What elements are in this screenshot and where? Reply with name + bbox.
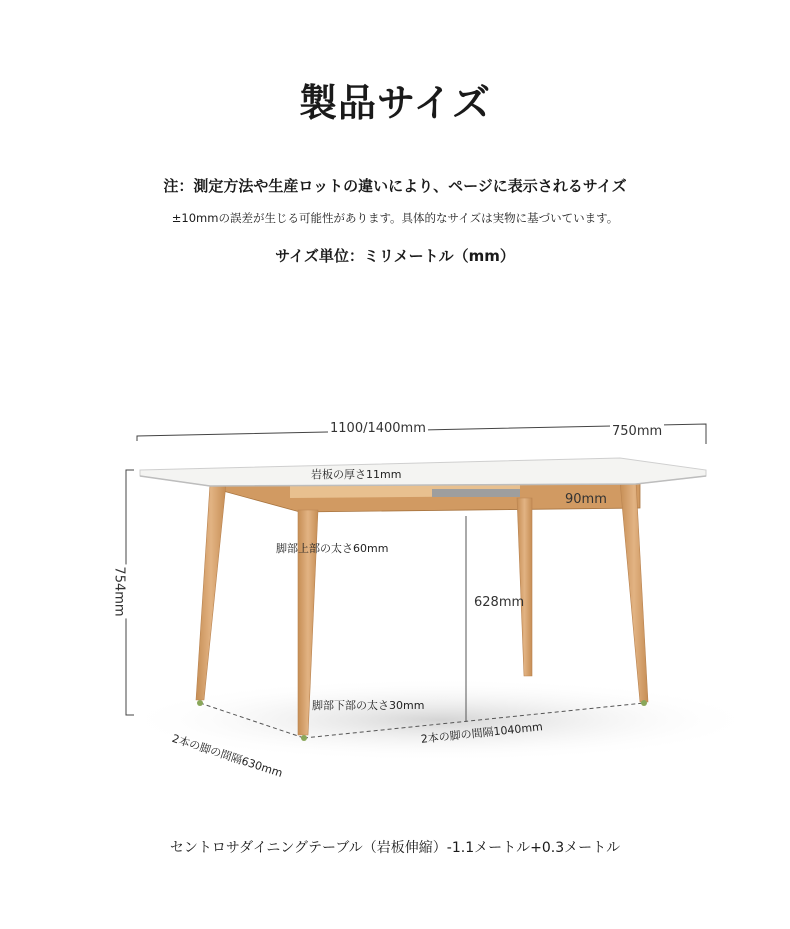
- leg-foot-marker: [641, 700, 647, 706]
- apron-height-label: 90mm: [565, 492, 607, 507]
- product-caption: セントロサダイニングテーブル（岩板伸縮）-1.1メートル+0.3メートル: [169, 840, 621, 856]
- height-dimension-line: [126, 470, 134, 715]
- leg-span-short-label: 2本の脚の間隔630mm: [170, 731, 285, 780]
- leg-foot-marker: [301, 735, 307, 741]
- extension-slot: [432, 489, 520, 497]
- height-dimension: 754mm: [111, 566, 127, 617]
- leg-foot-marker: [197, 700, 203, 706]
- page-title: 製品サイズ: [299, 81, 491, 125]
- top-thickness-label: 岩板の厚さ11mm: [311, 468, 402, 481]
- leg-back-middle: [517, 498, 532, 676]
- leg-front-left: [196, 484, 226, 700]
- tabletop: [140, 458, 706, 486]
- tolerance-note: 注：測定方法や生産ロットの違いにより、ページに表示されるサイズ: [163, 177, 627, 195]
- unit-note: サイズ単位：ミリメートル（mm）: [275, 247, 515, 265]
- leg-bottom-label: 脚部下部の太さ30mm: [312, 699, 425, 712]
- length-dimension: 1100/1400mm: [330, 421, 426, 436]
- leg-span-long-label: 2本の脚の間隔1040mm: [420, 720, 544, 746]
- leg-top-label: 脚部上部の太さ60mm: [276, 542, 389, 555]
- tolerance-note-detail: ±10mmの誤差が生じる可能性があります。具体的なサイズは実物に基づいています。: [171, 211, 619, 225]
- depth-dimension: 750mm: [612, 424, 663, 439]
- leg-back-right: [620, 482, 648, 702]
- clearance-label: 628mm: [474, 595, 525, 610]
